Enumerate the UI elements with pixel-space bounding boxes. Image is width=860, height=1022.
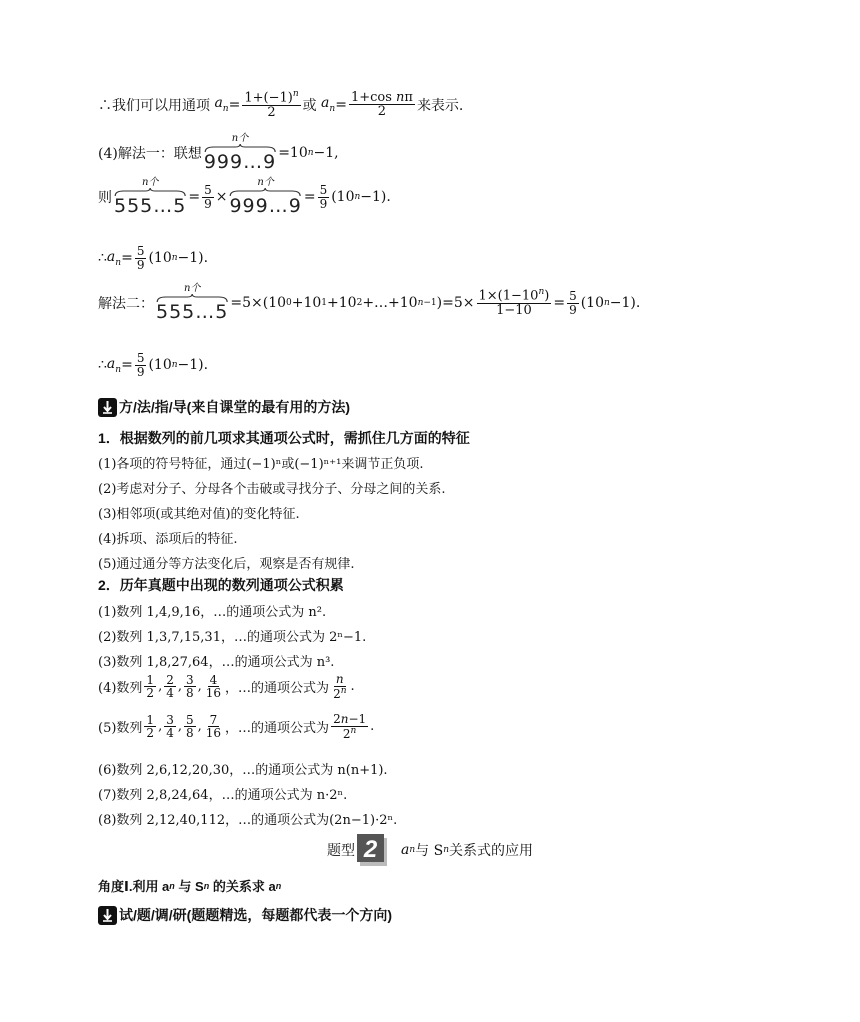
svg-text:2: 2 — [363, 836, 378, 863]
overbrace-fives-2: n个 555…5 — [156, 283, 229, 323]
list-item: (2)考虑对分子、分母各个击破或寻找分子、分母之间的关系. — [98, 482, 446, 497]
download-arrow-icon — [98, 906, 117, 925]
angle-heading: 角度Ⅰ.利用 a n 与 S n 的关系求 a n — [98, 879, 282, 894]
list-item: (5)通过通分等方法变化后，观察是否有规律. — [98, 557, 355, 572]
list-item: (4)拆项、添项后的特征. — [98, 532, 238, 547]
list-item: (8)数列 2,12,40,112，…的通项公式为(2n−1)·2ⁿ. — [98, 813, 398, 828]
formula-line-general-term: ∴我们可以用通项 $a_n$ = $\frac{1+(-1)^n}{2}$ 或 $a_n$ = $\frac{\text{1+cos nπ}}{2}$ 来表示. — [98, 89, 464, 120]
list-item: (3)数列 1,8,27,64，…的通项公式为 n³. — [98, 655, 335, 670]
list-item-fractions-4: (4)数列 $\frac{1}{2}$ , $\frac{2}{4}$ , $\frac{3}{8}$ , $\frac{4}{16}$ ，…的通项公式为 $\frac{n}{2^n}$ . — [98, 672, 355, 701]
solution-two-line: 解法二： n个 555…5 =5×(10 0 +10 1 +10 2 +…+10 n−1 )=5× $\frac{1\times(1-10^n)}{1-10}$ = $\frac{5}{9}$ (10 n −1). — [98, 283, 641, 323]
list-item: (3)相邻项(或其绝对值)的变化特征. — [98, 507, 300, 522]
overbrace-fives: n个 555…5 — [114, 177, 187, 217]
section-method-guide: 方/法/指/导(来自课堂的最有用的方法) — [98, 397, 350, 417]
overbrace-nines-2: n个 999…9 — [229, 177, 302, 217]
list-item: (6)数列 2,6,12,20,30，…的通项公式为 n(n+1). — [98, 763, 388, 778]
list-item: (1)各项的符号特征，通过(−1)ⁿ或(−1)ⁿ⁺¹来调节正负项. — [98, 457, 424, 472]
heading-2: 2．历年真题中出现的数列通项公式积累 — [98, 577, 344, 593]
list-item: (1)数列 1,4,9,16，…的通项公式为 n². — [98, 605, 327, 620]
list-item: (7)数列 2,8,24,64，…的通项公式为 n·2ⁿ. — [98, 788, 348, 803]
result-line-1: ∴ $a_n$ = $\frac{5}{9}$ (10 n −1). — [98, 244, 209, 272]
overbrace-nines: n个 999…9 — [203, 133, 277, 173]
topic-header: 题型 2 a n 与 S n 关系式的应用 — [0, 834, 860, 866]
solution-one-line: (4)解法一：联想 n个 999…9 =10 n −1, — [98, 133, 339, 173]
result-line-2: ∴ $a_n$ = $\frac{5}{9}$ (10 n −1). — [98, 351, 209, 379]
download-arrow-icon — [98, 398, 117, 417]
solution-one-step: 则 n个 555…5 = $\frac{5}{9}$ × n个 999…9 = $\frac{5}{9}$ (10 n −1). — [98, 177, 391, 217]
heading-1: 1．根据数列的前几项求其通项公式时，需抓住几方面的特征 — [98, 430, 470, 446]
list-item-fractions-5: (5)数列 $\frac{1}{2}$ , $\frac{3}{4}$ , $\frac{5}{8}$ , $\frac{7}{16}$ ，…的通项公式为 $\frac{2n-1}{2^n}$ . — [98, 712, 375, 741]
list-item: (2)数列 1,3,7,15,31，…的通项公式为 2ⁿ−1. — [98, 630, 367, 645]
section-practice: 试/题/调/研(题题精选，每题都代表一个方向) — [98, 905, 392, 925]
topic-number-badge — [357, 834, 387, 866]
